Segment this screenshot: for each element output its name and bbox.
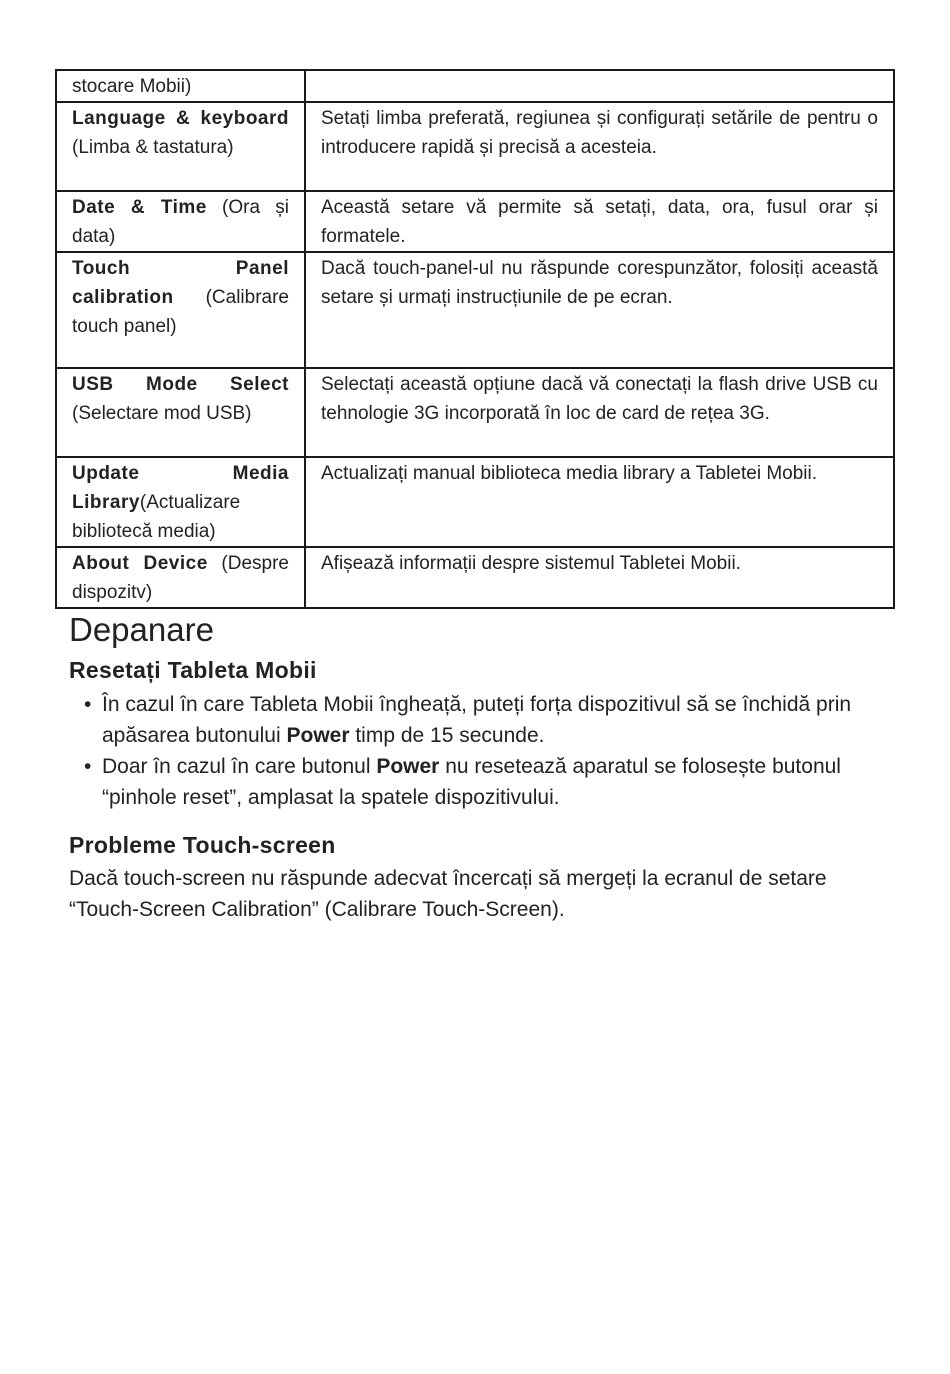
touch-heading: Probleme Touch-screen: [69, 832, 336, 858]
setting-desc-cell: [305, 102, 894, 191]
setting-name: Update Media Library: [72, 463, 289, 513]
setting-description: Setați limba preferată, regiunea și configurați setările de pentru o introducere rapidă și precisă a acesteia.: [321, 108, 878, 158]
setting-description: Actualizați manual biblioteca media library a Tabletei Mobii.: [321, 463, 818, 484]
setting-label-cell: [56, 70, 305, 102]
setting-name: Touch Panel calibration: [72, 258, 289, 308]
bullet-icon: •: [84, 693, 92, 716]
reset-heading: Resetați Tableta Mobii: [69, 657, 317, 683]
table-row: [56, 191, 894, 252]
list-item: [84, 689, 884, 751]
setting-name: About Device: [72, 553, 208, 574]
table-row: [56, 102, 894, 191]
setting-label-text: (Limba & tastatura): [72, 137, 234, 158]
setting-label-text: (Actualizare bibliotecă media): [72, 492, 241, 542]
bullet-icon: •: [84, 755, 92, 778]
table-row: [56, 547, 894, 608]
setting-description: Afișează informații despre sistemul Tabletei Mobii.: [321, 553, 741, 574]
setting-name: USB Mode Select: [72, 374, 289, 395]
setting-label-cell: [56, 547, 305, 608]
setting-label-text: stocare Mobii): [72, 76, 192, 97]
setting-desc-cell: [305, 457, 894, 547]
settings-table: [55, 69, 895, 609]
setting-description: Selectați această opțiune dacă vă conectați la flash drive USB cu tehnologie 3G incorporată în loc de card de rețea 3G.: [321, 374, 878, 424]
reset-instructions-list: [84, 689, 884, 813]
bullet-text-bold: Power: [376, 755, 440, 778]
bullet-text-after: nu resetează aparatul se folosește butonul “pinhole reset”, amplasat la spatele dispozitivului.: [102, 755, 841, 809]
setting-label-text: (Despre dispozitv): [72, 553, 289, 603]
setting-desc-cell: [305, 252, 894, 368]
bullet-text-before: În cazul în care Tableta Mobii îngheață, puteți forța dispozitivul să se închidă prin apăsarea butonului: [102, 693, 852, 747]
setting-label-cell: [56, 102, 305, 191]
bullet-text-before: Doar în cazul în care butonul: [102, 755, 377, 778]
section-title: Depanare: [69, 611, 214, 648]
list-item: [84, 751, 884, 813]
setting-desc-cell: [305, 368, 894, 457]
setting-name: Date & Time: [72, 197, 207, 218]
bullet-text-after: timp de 15 secunde.: [349, 724, 545, 747]
bullet-text-bold: Power: [286, 724, 350, 747]
setting-description: Această setare vă permite să setați, data, ora, fusul orar și formatele.: [321, 197, 878, 247]
setting-description: [321, 71, 878, 72]
setting-label-text: (Selectare mod USB): [72, 403, 252, 424]
setting-label-cell: [56, 252, 305, 368]
table-row: [56, 368, 894, 457]
touch-paragraph: Dacă touch-screen nu răspunde adecvat încercați să mergeți la ecranul de setare “Touch-Screen Calibration” (Calibrare Touch-Screen).: [69, 867, 827, 921]
setting-label-text: (Ora și data): [72, 197, 289, 247]
setting-label-cell: [56, 457, 305, 547]
setting-desc-cell: [305, 547, 894, 608]
setting-desc-cell: [305, 191, 894, 252]
table-row: [56, 252, 894, 368]
setting-description: Dacă touch-panel-ul nu răspunde corespunzător, folosiți această setare și urmați instrucțiunile de pe ecran.: [321, 258, 878, 308]
setting-desc-cell: [305, 70, 894, 102]
table-row: [56, 457, 894, 547]
setting-label-cell: [56, 191, 305, 252]
setting-label-text: (Calibrare touch panel): [72, 287, 289, 337]
setting-label-cell: [56, 368, 305, 457]
table-row: [56, 70, 894, 102]
setting-name: Language & keyboard: [72, 108, 289, 129]
